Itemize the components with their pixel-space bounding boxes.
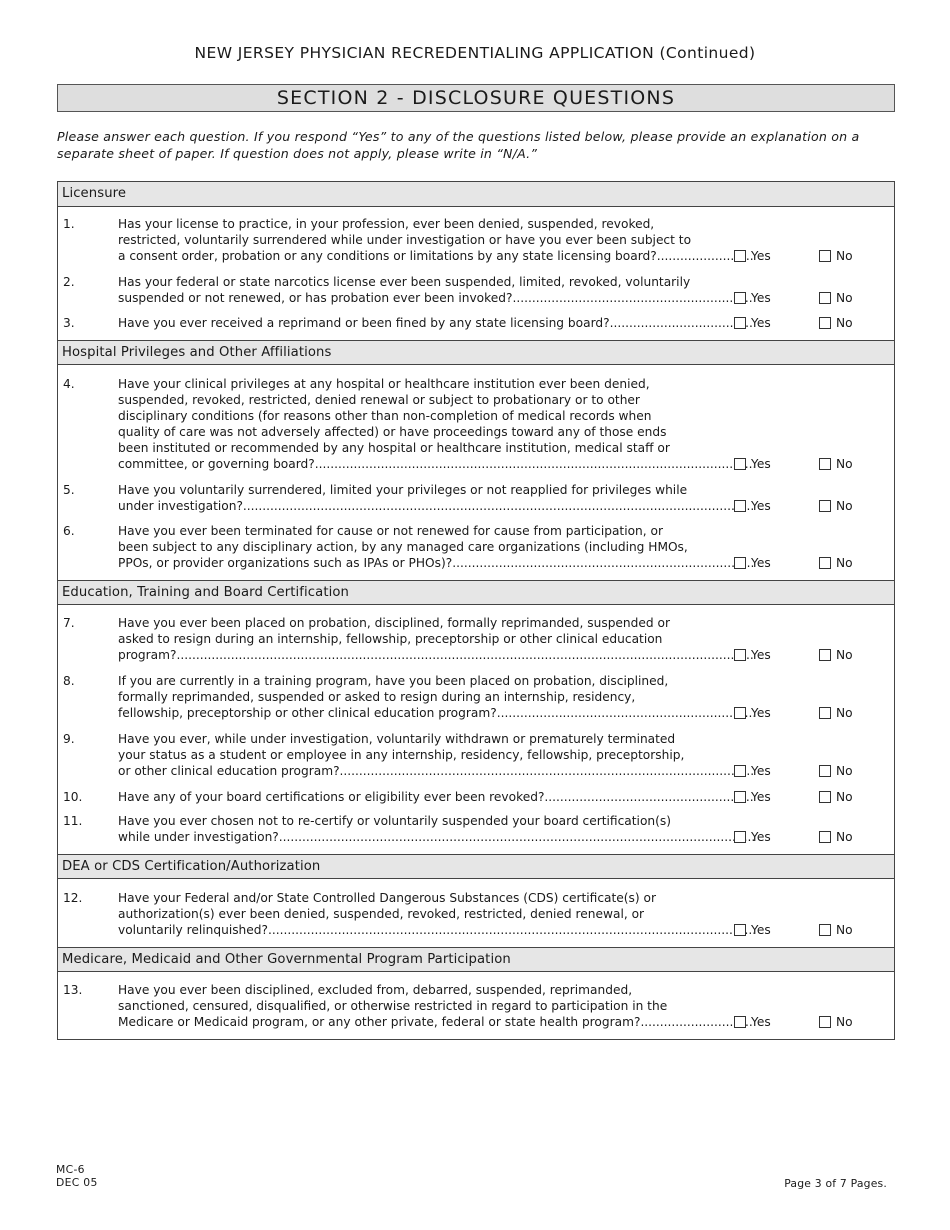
question-text bbox=[118, 523, 754, 571]
yes-checkbox[interactable] bbox=[734, 500, 746, 512]
yes-checkbox[interactable] bbox=[734, 831, 746, 843]
dot-leader bbox=[452, 555, 754, 571]
no-checkbox[interactable] bbox=[819, 250, 831, 262]
question-text-line: Have you ever been terminated for cause or not renewed for cause from participation, or bbox=[118, 524, 663, 538]
dot-leader bbox=[610, 315, 754, 331]
question-text-line: a consent order, probation or any conditions or limitations by any state licensing board? bbox=[118, 249, 657, 263]
yes-label: Yes bbox=[751, 457, 771, 471]
yes-option[interactable] bbox=[734, 456, 771, 472]
question-number: 11. bbox=[63, 814, 83, 828]
no-label: No bbox=[836, 764, 853, 778]
yes-option[interactable] bbox=[734, 705, 771, 721]
no-label: No bbox=[836, 556, 853, 570]
question-text-line: Medicare or Medicaid program, or any other private, federal or state health program? bbox=[118, 1015, 641, 1029]
dot-leader bbox=[268, 922, 754, 938]
yes-label: Yes bbox=[751, 249, 771, 263]
no-checkbox[interactable] bbox=[819, 791, 831, 803]
section-title: SECTION 2 - DISCLOSURE QUESTIONS bbox=[57, 84, 895, 112]
instructions bbox=[57, 129, 895, 162]
question-number: 1. bbox=[63, 217, 75, 231]
page-number: Page 3 of 7 Pages. bbox=[784, 1177, 887, 1190]
question-text-line: Have you ever been disciplined, excluded from, debarred, suspended, reprimanded, bbox=[118, 983, 633, 997]
dot-leader bbox=[512, 290, 754, 306]
instructions-line-1: Please answer each question. If you respond “Yes” to any of the questions listed below, please provide an explanation on a bbox=[57, 129, 860, 144]
no-label: No bbox=[836, 316, 853, 330]
no-checkbox[interactable] bbox=[819, 831, 831, 843]
question-text-last-line bbox=[118, 290, 754, 306]
category-header: Medicare, Medicaid and Other Governmental Program Participation bbox=[58, 947, 894, 972]
question-text-line: been instituted or recommended by any hospital or healthcare institution, medical staff or bbox=[118, 441, 670, 455]
question-text-last-line bbox=[118, 922, 754, 938]
yes-option[interactable] bbox=[734, 290, 771, 306]
category-header: Education, Training and Board Certification bbox=[58, 580, 894, 605]
question-row bbox=[58, 376, 894, 472]
yes-label: Yes bbox=[751, 706, 771, 720]
form-identifier bbox=[56, 1163, 98, 1189]
no-label: No bbox=[836, 1015, 853, 1029]
no-checkbox[interactable] bbox=[819, 707, 831, 719]
no-option[interactable] bbox=[819, 498, 853, 514]
question-text-line: under investigation? bbox=[118, 499, 243, 513]
question-text-last-line bbox=[118, 789, 754, 805]
question-number: 9. bbox=[63, 732, 75, 746]
question-text-line: Have you ever, while under investigation, voluntarily withdrawn or prematurely terminated bbox=[118, 732, 676, 746]
instructions-line-2: separate sheet of paper. If question does not apply, please write in “N/A.” bbox=[57, 145, 538, 161]
question-number: 3. bbox=[63, 316, 75, 330]
question-text-line: or other clinical education program? bbox=[118, 764, 340, 778]
no-label: No bbox=[836, 249, 853, 263]
yes-checkbox[interactable] bbox=[734, 557, 746, 569]
yes-option[interactable] bbox=[734, 789, 771, 805]
question-text-last-line bbox=[118, 248, 754, 264]
question-row bbox=[58, 982, 894, 1030]
question-row bbox=[58, 523, 894, 571]
yes-checkbox[interactable] bbox=[734, 1016, 746, 1028]
question-text bbox=[118, 274, 754, 306]
question-text-line: program? bbox=[118, 648, 177, 662]
yes-label: Yes bbox=[751, 648, 771, 662]
question-text-line: Have any of your board certifications or eligibility ever been revoked? bbox=[118, 790, 545, 804]
question-row bbox=[58, 315, 894, 331]
question-row bbox=[58, 789, 894, 805]
question-number: 7. bbox=[63, 616, 75, 630]
question-text-line: fellowship, preceptorship or other clinical education program? bbox=[118, 706, 497, 720]
question-row bbox=[58, 274, 894, 306]
no-option[interactable] bbox=[819, 829, 853, 845]
question-text-last-line bbox=[118, 498, 754, 514]
yes-option[interactable] bbox=[734, 1014, 771, 1030]
no-checkbox[interactable] bbox=[819, 1016, 831, 1028]
dot-leader bbox=[315, 456, 754, 472]
yes-option[interactable] bbox=[734, 555, 771, 571]
yes-option[interactable] bbox=[734, 647, 771, 663]
yes-checkbox[interactable] bbox=[734, 250, 746, 262]
question-text-line: Have you ever been placed on probation, disciplined, formally reprimanded, suspended or bbox=[118, 616, 670, 630]
yes-label: Yes bbox=[751, 830, 771, 844]
no-checkbox[interactable] bbox=[819, 765, 831, 777]
no-label: No bbox=[836, 706, 853, 720]
question-text bbox=[118, 482, 754, 514]
question-text bbox=[118, 673, 754, 721]
yes-checkbox[interactable] bbox=[734, 707, 746, 719]
question-text bbox=[118, 315, 754, 331]
question-text bbox=[118, 789, 754, 805]
yes-label: Yes bbox=[751, 499, 771, 513]
question-text-last-line bbox=[118, 647, 754, 663]
question-number: 13. bbox=[63, 983, 83, 997]
question-text-line: suspended or not renewed, or has probation ever been invoked? bbox=[118, 291, 513, 305]
yes-checkbox[interactable] bbox=[734, 292, 746, 304]
question-text-line: disciplinary conditions (for reasons other than non-completion of medical records when bbox=[118, 409, 652, 423]
no-checkbox[interactable] bbox=[819, 292, 831, 304]
question-text-line: been subject to any disciplinary action, by any managed care organizations (including HMOs, bbox=[118, 540, 688, 554]
question-text-line: formally reprimanded, suspended or asked to resign during an internship, residency, bbox=[118, 690, 636, 704]
yes-checkbox[interactable] bbox=[734, 791, 746, 803]
yes-checkbox[interactable] bbox=[734, 765, 746, 777]
no-checkbox[interactable] bbox=[819, 557, 831, 569]
yes-option[interactable] bbox=[734, 763, 771, 779]
question-text bbox=[118, 615, 754, 663]
question-text-line: Have you ever received a reprimand or been fined by any state licensing board? bbox=[118, 316, 610, 330]
question-text-last-line bbox=[118, 763, 754, 779]
question-text-last-line bbox=[118, 456, 754, 472]
question-text-line: while under investigation? bbox=[118, 830, 279, 844]
yes-checkbox[interactable] bbox=[734, 458, 746, 470]
question-text-line: suspended, revoked, restricted, denied renewal or subject to probationary or to other bbox=[118, 393, 640, 407]
yes-checkbox[interactable] bbox=[734, 317, 746, 329]
yes-label: Yes bbox=[751, 1015, 771, 1029]
no-label: No bbox=[836, 291, 853, 305]
question-row bbox=[58, 216, 894, 264]
question-row bbox=[58, 673, 894, 721]
question-text-line: Have you voluntarily surrendered, limited your privileges or not reapplied for privileges while bbox=[118, 483, 688, 497]
question-text-last-line bbox=[118, 705, 754, 721]
no-checkbox[interactable] bbox=[819, 317, 831, 329]
no-option[interactable] bbox=[819, 705, 853, 721]
question-text bbox=[118, 890, 754, 938]
yes-label: Yes bbox=[751, 790, 771, 804]
question-text-line: If you are currently in a training program, have you been placed on probation, disciplined, bbox=[118, 674, 669, 688]
question-text-line: Has your federal or state narcotics license ever been suspended, limited, revoked, voluntarily bbox=[118, 275, 691, 289]
question-text-last-line bbox=[118, 555, 754, 571]
question-text-line: quality of care was not adversely affected) or have proceedings toward any of those ends bbox=[118, 425, 667, 439]
dot-leader bbox=[497, 705, 754, 721]
no-checkbox[interactable] bbox=[819, 500, 831, 512]
question-text-line: Have you ever chosen not to re-certify or voluntarily suspended your board certification(s) bbox=[118, 814, 671, 828]
no-option[interactable] bbox=[819, 789, 853, 805]
disclosure-questions-table bbox=[57, 181, 895, 1040]
question-text-line: voluntarily relinquished? bbox=[118, 923, 268, 937]
yes-option[interactable] bbox=[734, 829, 771, 845]
no-label: No bbox=[836, 457, 853, 471]
yes-option[interactable] bbox=[734, 315, 771, 331]
question-text bbox=[118, 982, 754, 1030]
question-text-line: Have your Federal and/or State Controlled Dangerous Substances (CDS) certificate(s) or bbox=[118, 891, 656, 905]
question-text-last-line bbox=[118, 315, 754, 331]
question-text-last-line bbox=[118, 1014, 754, 1030]
question-row bbox=[58, 813, 894, 845]
no-option[interactable] bbox=[819, 1014, 853, 1030]
no-option[interactable] bbox=[819, 555, 853, 571]
question-row bbox=[58, 482, 894, 514]
question-number: 12. bbox=[63, 891, 83, 905]
dot-leader bbox=[177, 647, 755, 663]
question-text-line: PPOs, or provider organizations such as IPAs or PHOs)? bbox=[118, 556, 453, 570]
yes-label: Yes bbox=[751, 764, 771, 778]
no-option[interactable] bbox=[819, 248, 853, 264]
no-option[interactable] bbox=[819, 922, 853, 938]
question-text-line: your status as a student or employee in any internship, residency, fellowship, preceptorship, bbox=[118, 748, 685, 762]
question-text-line: asked to resign during an internship, fellowship, preceptorship or other clinical education bbox=[118, 632, 663, 646]
no-label: No bbox=[836, 923, 853, 937]
yes-label: Yes bbox=[751, 556, 771, 570]
form-id: MC-6 bbox=[56, 1163, 85, 1176]
question-text bbox=[118, 731, 754, 779]
yes-label: Yes bbox=[751, 923, 771, 937]
question-row bbox=[58, 731, 894, 779]
dot-leader bbox=[279, 829, 754, 845]
yes-option[interactable] bbox=[734, 498, 771, 514]
question-number: 10. bbox=[63, 790, 83, 804]
yes-label: Yes bbox=[751, 316, 771, 330]
category-header: Licensure bbox=[58, 182, 894, 207]
question-text bbox=[118, 813, 754, 845]
no-label: No bbox=[836, 648, 853, 662]
category-header: DEA or CDS Certification/Authorization bbox=[58, 854, 894, 879]
question-row bbox=[58, 890, 894, 938]
yes-checkbox[interactable] bbox=[734, 649, 746, 661]
question-text-line: authorization(s) ever been denied, suspended, revoked, restricted, denied renewal, or bbox=[118, 907, 645, 921]
yes-option[interactable] bbox=[734, 922, 771, 938]
no-option[interactable] bbox=[819, 647, 853, 663]
page-title: NEW JERSEY PHYSICIAN RECREDENTIALING APPLICATION (Continued) bbox=[194, 44, 756, 62]
question-number: 2. bbox=[63, 275, 75, 289]
question-text-line: Has your license to practice, in your profession, ever been denied, suspended, revoked, bbox=[118, 217, 655, 231]
question-number: 8. bbox=[63, 674, 75, 688]
no-label: No bbox=[836, 790, 853, 804]
question-text-last-line bbox=[118, 829, 754, 845]
yes-checkbox[interactable] bbox=[734, 924, 746, 936]
question-row bbox=[58, 615, 894, 663]
category-header: Hospital Privileges and Other Affiliations bbox=[58, 340, 894, 365]
dot-leader bbox=[544, 789, 754, 805]
question-text-line: Have your clinical privileges at any hospital or healthcare institution ever been denied, bbox=[118, 377, 650, 391]
no-checkbox[interactable] bbox=[819, 924, 831, 936]
question-text-line: sanctioned, censured, disqualified, or otherwise restricted in regard to participation in the bbox=[118, 999, 668, 1013]
no-checkbox[interactable] bbox=[819, 458, 831, 470]
yes-option[interactable] bbox=[734, 248, 771, 264]
question-text bbox=[118, 376, 754, 472]
form-date: DEC 05 bbox=[56, 1176, 98, 1189]
question-number: 6. bbox=[63, 524, 75, 538]
no-option[interactable] bbox=[819, 315, 853, 331]
no-option[interactable] bbox=[819, 456, 853, 472]
yes-label: Yes bbox=[751, 291, 771, 305]
question-number: 5. bbox=[63, 483, 75, 497]
dot-leader bbox=[243, 498, 754, 514]
no-checkbox[interactable] bbox=[819, 649, 831, 661]
question-text bbox=[118, 216, 754, 264]
no-label: No bbox=[836, 830, 853, 844]
question-number: 4. bbox=[63, 377, 75, 391]
no-option[interactable] bbox=[819, 763, 853, 779]
dot-leader bbox=[340, 763, 754, 779]
question-text-line: committee, or governing board? bbox=[118, 457, 315, 471]
no-label: No bbox=[836, 499, 853, 513]
no-option[interactable] bbox=[819, 290, 853, 306]
question-text-line: restricted, voluntarily surrendered while under investigation or have you ever been subject to bbox=[118, 233, 692, 247]
